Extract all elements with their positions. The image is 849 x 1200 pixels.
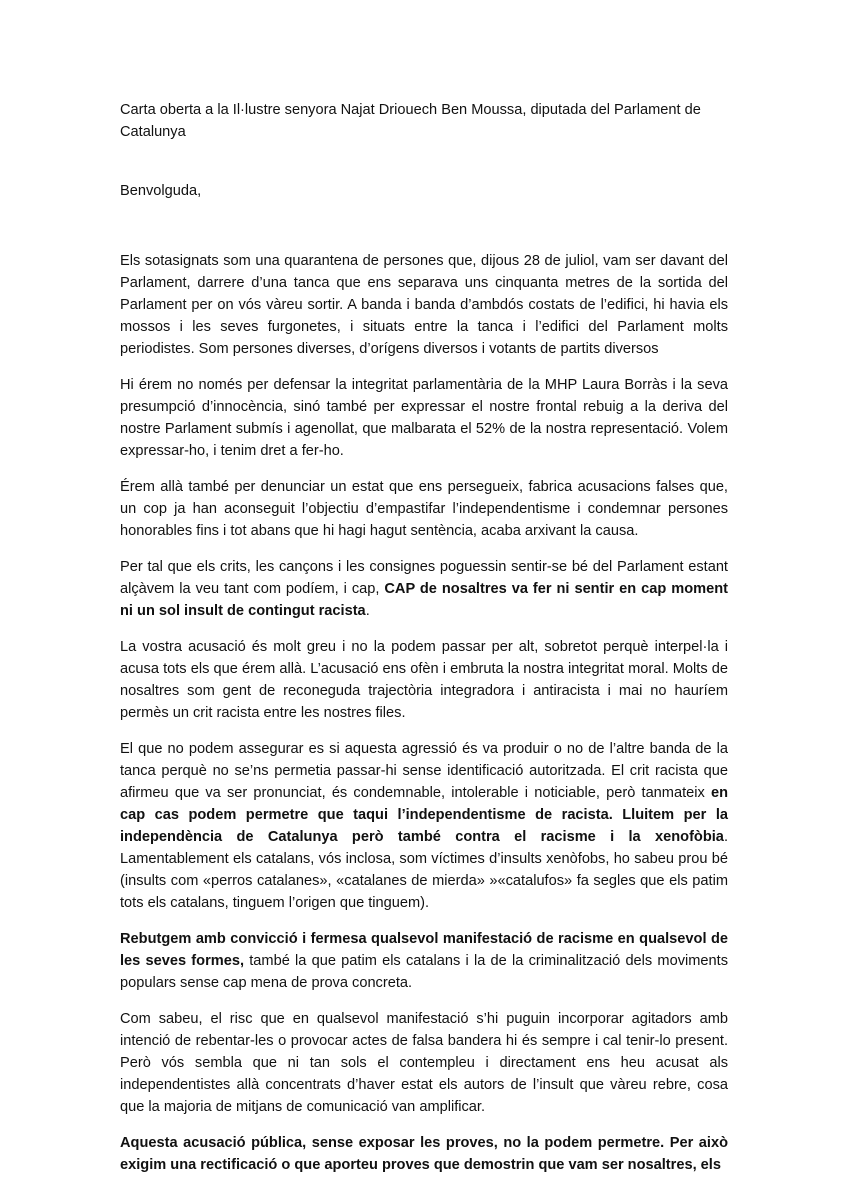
paragraph-6-text: El que no podem assegurar es si aquesta agressió és va produir o no de l’altre banda de la tanca perquè no se’ns permetia passar-hi sense identificació autoritzada. El crit racista que afirmeu que va ser pronunciat, és condemnable, intolerable i noticiable, però tanmateix [120,741,728,801]
paragraph-3: Érem allà també per denunciar un estat que ens persegueix, fabrica acusacions falses que, un cop ja han aconseguit l’objectiu d’empastifar l’independentisme i condemnar persones honorables fins i tot abans que hi hagi hagut sentència, acaba arxivant la causa. [120,479,728,539]
paragraph-6-bold: en cap cas podem permetre que taqui l’independentisme de racista. Lluitem per la independència de Catalunya però també contra el racisme i la xenofòbia [120,785,728,845]
paragraph-4-bold: CAP de nosaltres va fer ni sentir en cap moment ni un sol insult de contingut racista [120,581,728,619]
letter-title-text: Carta oberta a la Il·lustre senyora Najat Driouech Ben Moussa, diputada del Parlament de Catalunya [120,102,701,140]
paragraph-2: Hi érem no només per defensar la integritat parlamentària de la MHP Laura Borràs i la seva presumpció d’innocència, sinó també per expressar el nostre frontal rebuig a la deriva del nostre Parlament submís i agenollat, que malbarata el 52% de la nostra representació. Volem expressar-ho, i tenim dret a fer-ho. [120,377,728,459]
paragraph-9-bold: Aquesta acusació pública, sense exposar les proves, no la podem permetre. Per això exigim una rectificació o que aporteu proves que demostrin que vam ser nosaltres, els [120,1135,728,1173]
letter-page [120,99,728,1190]
paragraph-8: Com sabeu, el risc que en qualsevol manifestació s’hi puguin incorporar agitadors amb intenció de rebentar-les o provocar actes de falsa bandera hi és sempre i cal tenir-lo present. Però vós sembla que ni tan sols el contempleu i directament ens heu acusat als independentistes allà concentrats d’haver estat els autors de l’insult que vàreu rebre, cosa que la majoria de mitjans de comunicació van amplificar. [120,1011,728,1115]
paragraph-5: La vostra acusació és molt greu i no la podem passar per alt, sobretot perquè interpel·la i acusa tots els que érem allà. L’acusació ens ofèn i embruta la nostra integritat moral. Molts de nosaltres som gent de reconeguda trajectòria integradora i antiracista i mai no hauríem permès un crit racista entre les nostres files. [120,639,728,721]
paragraph-4 [120,556,728,622]
paragraph-9 [120,1132,728,1176]
paragraph-4-text: Per tal que els crits, les cançons i les consignes poguessin sentir-se bé del Parlament estant alçàvem la veu tant com podíem, i cap, [120,559,728,597]
paragraph-7 [120,928,728,994]
paragraph-4-end: . [365,603,370,619]
paragraph-7-text: també la que patim els catalans i la de la criminalització dels moviments populars sense cap mena de prova concreta. [120,953,728,991]
letter-title [120,99,720,143]
paragraph-6-end: . Lamentablement els catalans, vós inclosa, som víctimes d’insults xenòfobs, ho sabeu prou bé (insults com «perros catalanes», «catalanes de mierda» »«catalufos» fa segles que els patim tots els catalans, tinguem l’origen que tinguem). [120,829,728,911]
paragraph-7-bold: Rebutgem amb convicció i fermesa qualsevol manifestació de racisme en qualsevol de les seves formes, [120,931,728,969]
paragraph-6 [120,738,728,914]
paragraph-1: Els sotasignats som una quarantena de persones que, dijous 28 de juliol, vam ser davant del Parlament, darrere d’una tanca que ens separava uns cinquanta metres de la sortida del Parlament per on vós vàreu sortir. A banda i banda d’ambdós costats de l’edifici, hi havia els mossos i les seves furgonetes, i situats entre la tanca i l’edifici del Parlament molts periodistes. Som persones diverses, d’orígens diversos i votants de partits diversos [120,253,728,357]
letter-greeting: Benvolguda, [120,183,202,199]
